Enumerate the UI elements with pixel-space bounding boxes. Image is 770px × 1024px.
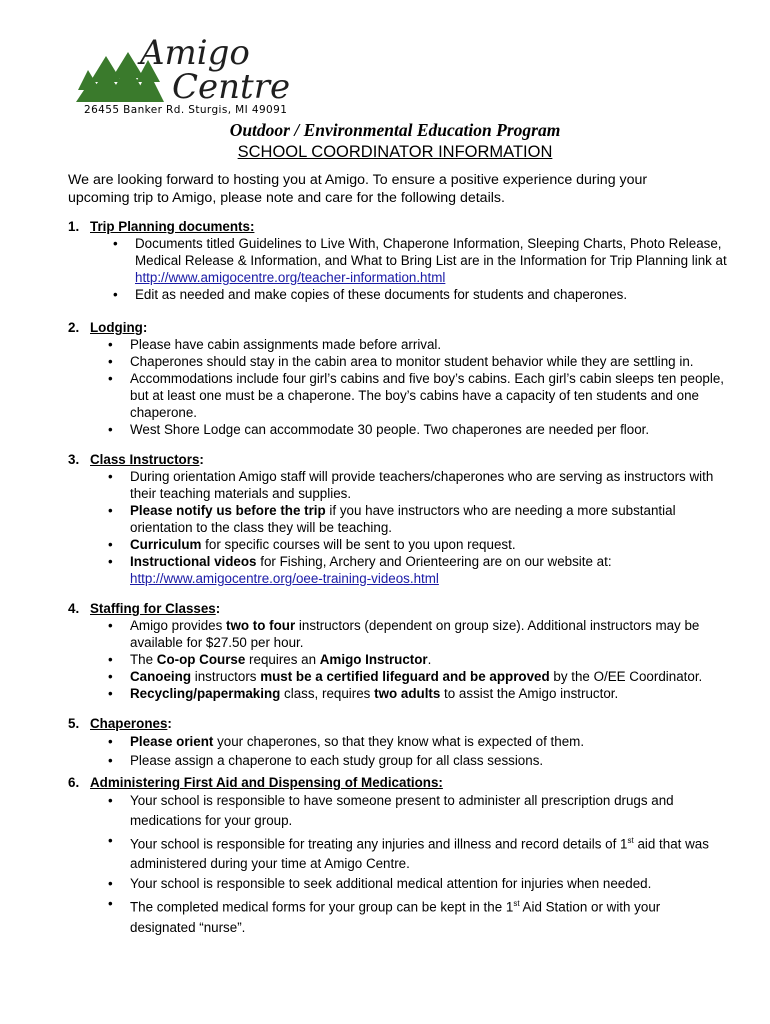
item-text: Edit as needed and make copies of these documents for students and chaperones.: [135, 287, 628, 302]
list-item: [108, 651, 728, 668]
superscript: st: [627, 836, 634, 845]
list-item: [108, 617, 728, 651]
bullet-list: [113, 235, 728, 303]
list-item: [113, 286, 728, 303]
bullet-icon: •: [108, 793, 113, 808]
page-title: Outdoor / Environmental Education Program: [229, 120, 561, 140]
section-number: 6.: [68, 775, 80, 790]
bullet-list: [108, 468, 728, 587]
colon: :: [167, 716, 172, 731]
bullet-icon: •: [108, 686, 113, 701]
item-text: instructors: [191, 669, 261, 684]
sections: [68, 218, 728, 938]
superscript: st: [513, 899, 520, 909]
item-text: for specific courses will be sent to you upon request.: [201, 537, 516, 552]
item-text: Your school is responsible for treating any injuries and illness and record details of 1: [130, 836, 628, 852]
item-bold-text: Canoeing: [130, 669, 192, 684]
item-text: Please have cabin assignments made before arrival.: [130, 337, 442, 352]
list-item: [108, 553, 728, 587]
item-text: for Fishing, Archery and Orienteering are on our website at:: [256, 554, 612, 569]
item-bold-text: two adults: [374, 686, 441, 701]
list-item: [108, 751, 728, 770]
bullet-icon: •: [108, 371, 113, 386]
item-text: instructors (dependent on group size). Additional instructors may be available for $27.50 per hour.: [130, 618, 700, 650]
list-item: [108, 685, 728, 702]
list-item: [108, 874, 728, 894]
list-item: [113, 235, 728, 286]
section-lodging: [68, 319, 728, 438]
logo-address: 26455 Banker Rd. Sturgis, MI 49091: [84, 104, 288, 116]
item-bold-text: two to four: [226, 618, 296, 633]
list-item: [108, 353, 728, 370]
bullet-icon: •: [108, 833, 113, 848]
section-heading: [68, 600, 728, 617]
bullet-icon: •: [108, 753, 113, 768]
section-title: Lodging: [90, 320, 143, 335]
item-text: aid that was administered during your time at Amigo Centre.: [130, 836, 709, 872]
section-number: 5.: [68, 716, 80, 731]
colon: :: [142, 320, 148, 335]
section-title: Administering First Aid and Dispensing of Medications:: [90, 775, 443, 790]
list-item: [108, 791, 728, 831]
list-item: [108, 336, 728, 353]
item-text: .: [427, 652, 432, 667]
bullet-icon: •: [108, 734, 113, 749]
list-item: [108, 468, 728, 502]
section-heading: [68, 715, 728, 732]
item-text: class, requires: [280, 686, 375, 701]
item-text: Your school is responsible to have someone present to administer all prescription drugs and medications for your group.: [130, 793, 674, 828]
item-text: Documents titled Guidelines to Live With, Chaperone Information, Sleeping Charts, Photo Release, Medical Release & Information, and What to Bring List are in the Information for Trip Planning link at: [135, 236, 727, 268]
item-bold-text: Instructional videos: [130, 554, 257, 569]
item-bold-text: Please orient: [130, 734, 214, 749]
item-text: Aid Station or with your designated “nurse”.: [130, 899, 661, 935]
bullet-list: [108, 336, 728, 438]
bullet-icon: •: [113, 236, 118, 251]
item-text: by the O/EE Coordinator.: [549, 669, 703, 684]
bullet-icon: •: [108, 354, 113, 369]
section-title: Staffing for Classes: [90, 601, 216, 616]
bullet-icon: •: [113, 287, 118, 302]
list-item: [108, 732, 728, 751]
section-heading: [68, 774, 728, 791]
logo-graphic: [76, 34, 316, 104]
item-bold-text: Please notify us before the trip: [130, 503, 326, 518]
item-text: West Shore Lodge can accommodate 30 people. Two chaperones are needed per floor.: [130, 422, 650, 437]
logo-amigo-text: Amigo: [140, 34, 250, 73]
list-item: [108, 502, 728, 536]
bullet-icon: •: [108, 503, 113, 518]
teacher-information-link[interactable]: http://www.amigocentre.org/teacher-information.html: [135, 270, 446, 285]
section-chaperones: [68, 715, 728, 770]
section-title: Class Instructors: [90, 452, 200, 467]
item-text: Amigo provides: [130, 618, 227, 633]
item-text: During orientation Amigo staff will provide teachers/chaperones who are serving as instructors with their teaching materials and supplies.: [130, 469, 714, 501]
bullet-list: [108, 791, 728, 938]
item-text: Please assign a chaperone to each study group for all class sessions.: [130, 753, 544, 768]
bullet-icon: •: [108, 618, 113, 633]
item-text: Your school is responsible to seek additional medical attention for injuries when needed.: [130, 876, 652, 892]
colon: :: [199, 452, 204, 467]
section-number: 1.: [68, 219, 80, 234]
item-text: requires an: [245, 652, 320, 667]
bullet-icon: •: [108, 896, 113, 912]
list-item: [108, 668, 728, 685]
section-class-instructors: [68, 451, 728, 587]
section-heading: [68, 218, 728, 235]
item-bold-text: Amigo Instructor: [319, 652, 428, 667]
section-heading: [68, 319, 728, 336]
list-item: [108, 536, 728, 553]
item-text: Accommodations include four girl’s cabins and five boy’s cabins. Each girl’s cabin sleeps ten people, but at least one must be a chaperone. The boy’s cabins have a capacity of ten students and one chaperone.: [130, 371, 724, 420]
bullet-icon: •: [108, 652, 113, 667]
training-videos-link[interactable]: http://www.amigocentre.org/oee-training-videos.html: [130, 571, 439, 586]
section-first-aid: [68, 774, 728, 938]
item-text: to assist the Amigo instructor.: [440, 686, 619, 701]
colon: :: [215, 601, 221, 616]
logo-centre-text: Centre: [172, 67, 291, 104]
bullet-icon: •: [108, 337, 113, 352]
intro-paragraph: We are looking forward to hosting you at Amigo. To ensure a positive experience during your upcoming trip to Amigo, please note and care for the following details.: [68, 172, 648, 206]
bullet-icon: •: [108, 422, 113, 437]
bullet-icon: •: [108, 554, 113, 569]
item-bold-text: must be a certified lifeguard and be approved: [260, 669, 550, 684]
section-trip-planning: [68, 218, 728, 303]
bullet-icon: •: [108, 876, 113, 892]
list-item: [108, 831, 728, 874]
section-title: Trip Planning documents:: [90, 219, 255, 234]
list-item: [108, 421, 728, 438]
list-item: [108, 370, 728, 421]
list-item: [108, 894, 728, 937]
item-bold-text: Co-op Course: [156, 652, 246, 667]
section-heading: [68, 451, 728, 468]
section-number: 3.: [68, 452, 80, 467]
section-number: 2.: [68, 320, 80, 335]
bullet-icon: •: [108, 469, 113, 484]
bullet-list: [108, 732, 728, 770]
section-title: Chaperones: [90, 716, 168, 731]
bullet-icon: •: [108, 537, 113, 552]
page-subtitle: SCHOOL COORDINATOR INFORMATION: [237, 143, 553, 161]
item-text: Chaperones should stay in the cabin area to monitor student behavior while they are settling in.: [130, 354, 694, 369]
item-text: The completed medical forms for your group can be kept in the 1: [130, 899, 514, 915]
item-bold-text: Curriculum: [130, 537, 202, 552]
section-number: 4.: [68, 601, 80, 616]
bullet-icon: •: [108, 669, 113, 684]
item-text: The: [130, 652, 157, 667]
item-bold-text: Recycling/papermaking: [130, 686, 281, 701]
bullet-list: [108, 617, 728, 702]
item-text: if you have instructors who are needing a more substantial orientation to the class they will be teaching.: [130, 503, 676, 535]
item-text: your chaperones, so that they know what is expected of them.: [213, 734, 585, 749]
section-staffing: [68, 600, 728, 702]
